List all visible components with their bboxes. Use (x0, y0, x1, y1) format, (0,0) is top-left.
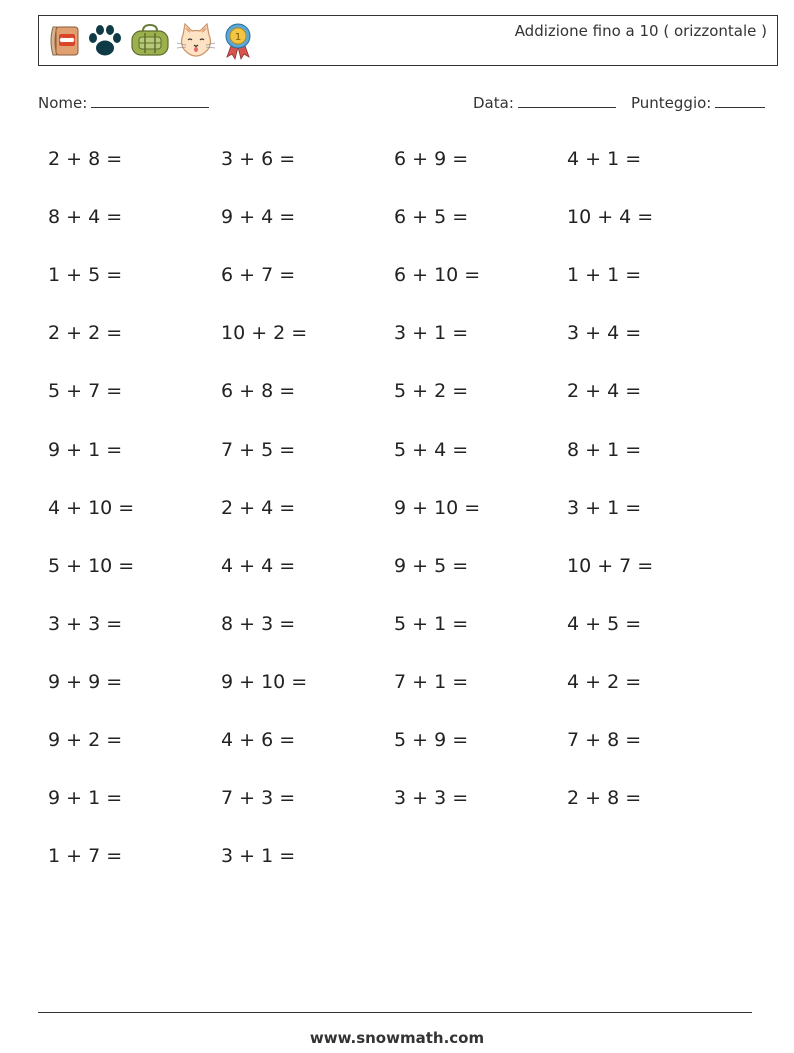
name-label: Nome: (38, 94, 88, 112)
page-title: Addizione fino a 10 ( orizzontale ) (514, 22, 767, 40)
backpack-icon (129, 21, 171, 61)
footer-divider (38, 1012, 752, 1013)
problem-item: 7 + 5 = (221, 438, 296, 461)
problem-item: 5 + 2 = (394, 380, 469, 403)
problem-item: 6 + 10 = (394, 264, 481, 287)
medal-icon (221, 21, 255, 61)
problem-item: 3 + 3 = (48, 612, 123, 635)
name-field[interactable] (38, 93, 209, 112)
problem-item: 4 + 6 = (221, 729, 296, 751)
problem-item: 8 + 3 = (221, 612, 296, 635)
problem-item: 4 + 1 = (567, 148, 642, 170)
problem-item: 2 + 4 = (567, 380, 642, 403)
problem-item: 4 + 10 = (48, 496, 135, 519)
problem-item: 5 + 9 = (394, 729, 469, 751)
problem-item: 5 + 7 = (48, 380, 123, 403)
problem-item: 8 + 1 = (567, 438, 642, 461)
problem-item: 8 + 4 = (48, 206, 123, 229)
problem-item: 1 + 1 = (567, 264, 642, 287)
problem-item: 10 + 2 = (221, 322, 308, 345)
problem-item: 7 + 8 = (567, 729, 642, 751)
header-box (38, 15, 778, 66)
problem-item: 6 + 9 = (394, 148, 469, 170)
problem-item: 9 + 10 = (221, 670, 308, 693)
date-label: Data: (473, 94, 514, 112)
score-line[interactable] (715, 93, 765, 108)
date-field[interactable] (473, 93, 616, 112)
problem-item: 3 + 6 = (221, 148, 296, 170)
problem-item: 9 + 10 = (394, 496, 481, 519)
problem-item: 7 + 3 = (221, 787, 296, 810)
problem-item: 3 + 4 = (567, 322, 642, 345)
problem-item: 1 + 5 = (48, 264, 123, 287)
problem-item: 2 + 8 = (567, 787, 642, 810)
problem-item: 10 + 4 = (567, 206, 654, 229)
cat-face-icon (175, 21, 217, 61)
problem-item: 9 + 2 = (48, 729, 123, 751)
problem-item: 5 + 4 = (394, 438, 469, 461)
problem-item: 9 + 5 = (394, 554, 469, 577)
problem-item: 4 + 2 = (567, 670, 642, 693)
problem-item: 9 + 1 = (48, 787, 123, 810)
problem-item: 2 + 2 = (48, 322, 123, 345)
score-label: Punteggio: (631, 94, 712, 112)
problem-item: 10 + 7 = (567, 554, 654, 577)
problem-item: 3 + 1 = (394, 322, 469, 345)
problem-item: 6 + 7 = (221, 264, 296, 287)
problem-item: 7 + 1 = (394, 670, 469, 693)
problem-item: 5 + 10 = (48, 554, 135, 577)
problem-item: 2 + 8 = (48, 148, 123, 170)
problem-item: 3 + 1 = (221, 845, 296, 868)
problem-item: 3 + 1 = (567, 496, 642, 519)
problem-item: 3 + 3 = (394, 787, 469, 810)
header-icons (47, 21, 255, 61)
paw-print-icon (85, 21, 125, 61)
problem-item: 1 + 7 = (48, 845, 123, 868)
problem-item: 5 + 1 = (394, 612, 469, 635)
problem-item: 9 + 1 = (48, 438, 123, 461)
score-field[interactable] (631, 93, 765, 112)
problem-item: 4 + 4 = (221, 554, 296, 577)
date-line[interactable] (518, 93, 616, 108)
footer-website: www.snowmath.com (309, 1029, 485, 1047)
problem-item: 4 + 5 = (567, 612, 642, 635)
bandage-icon (47, 21, 81, 61)
problem-item: 2 + 4 = (221, 496, 296, 519)
problem-item: 9 + 4 = (221, 206, 296, 229)
problem-item: 6 + 8 = (221, 380, 296, 403)
name-line[interactable] (91, 93, 209, 108)
problem-item: 6 + 5 = (394, 206, 469, 229)
medal-number: 1 (234, 32, 242, 43)
problem-item: 9 + 9 = (48, 670, 123, 693)
